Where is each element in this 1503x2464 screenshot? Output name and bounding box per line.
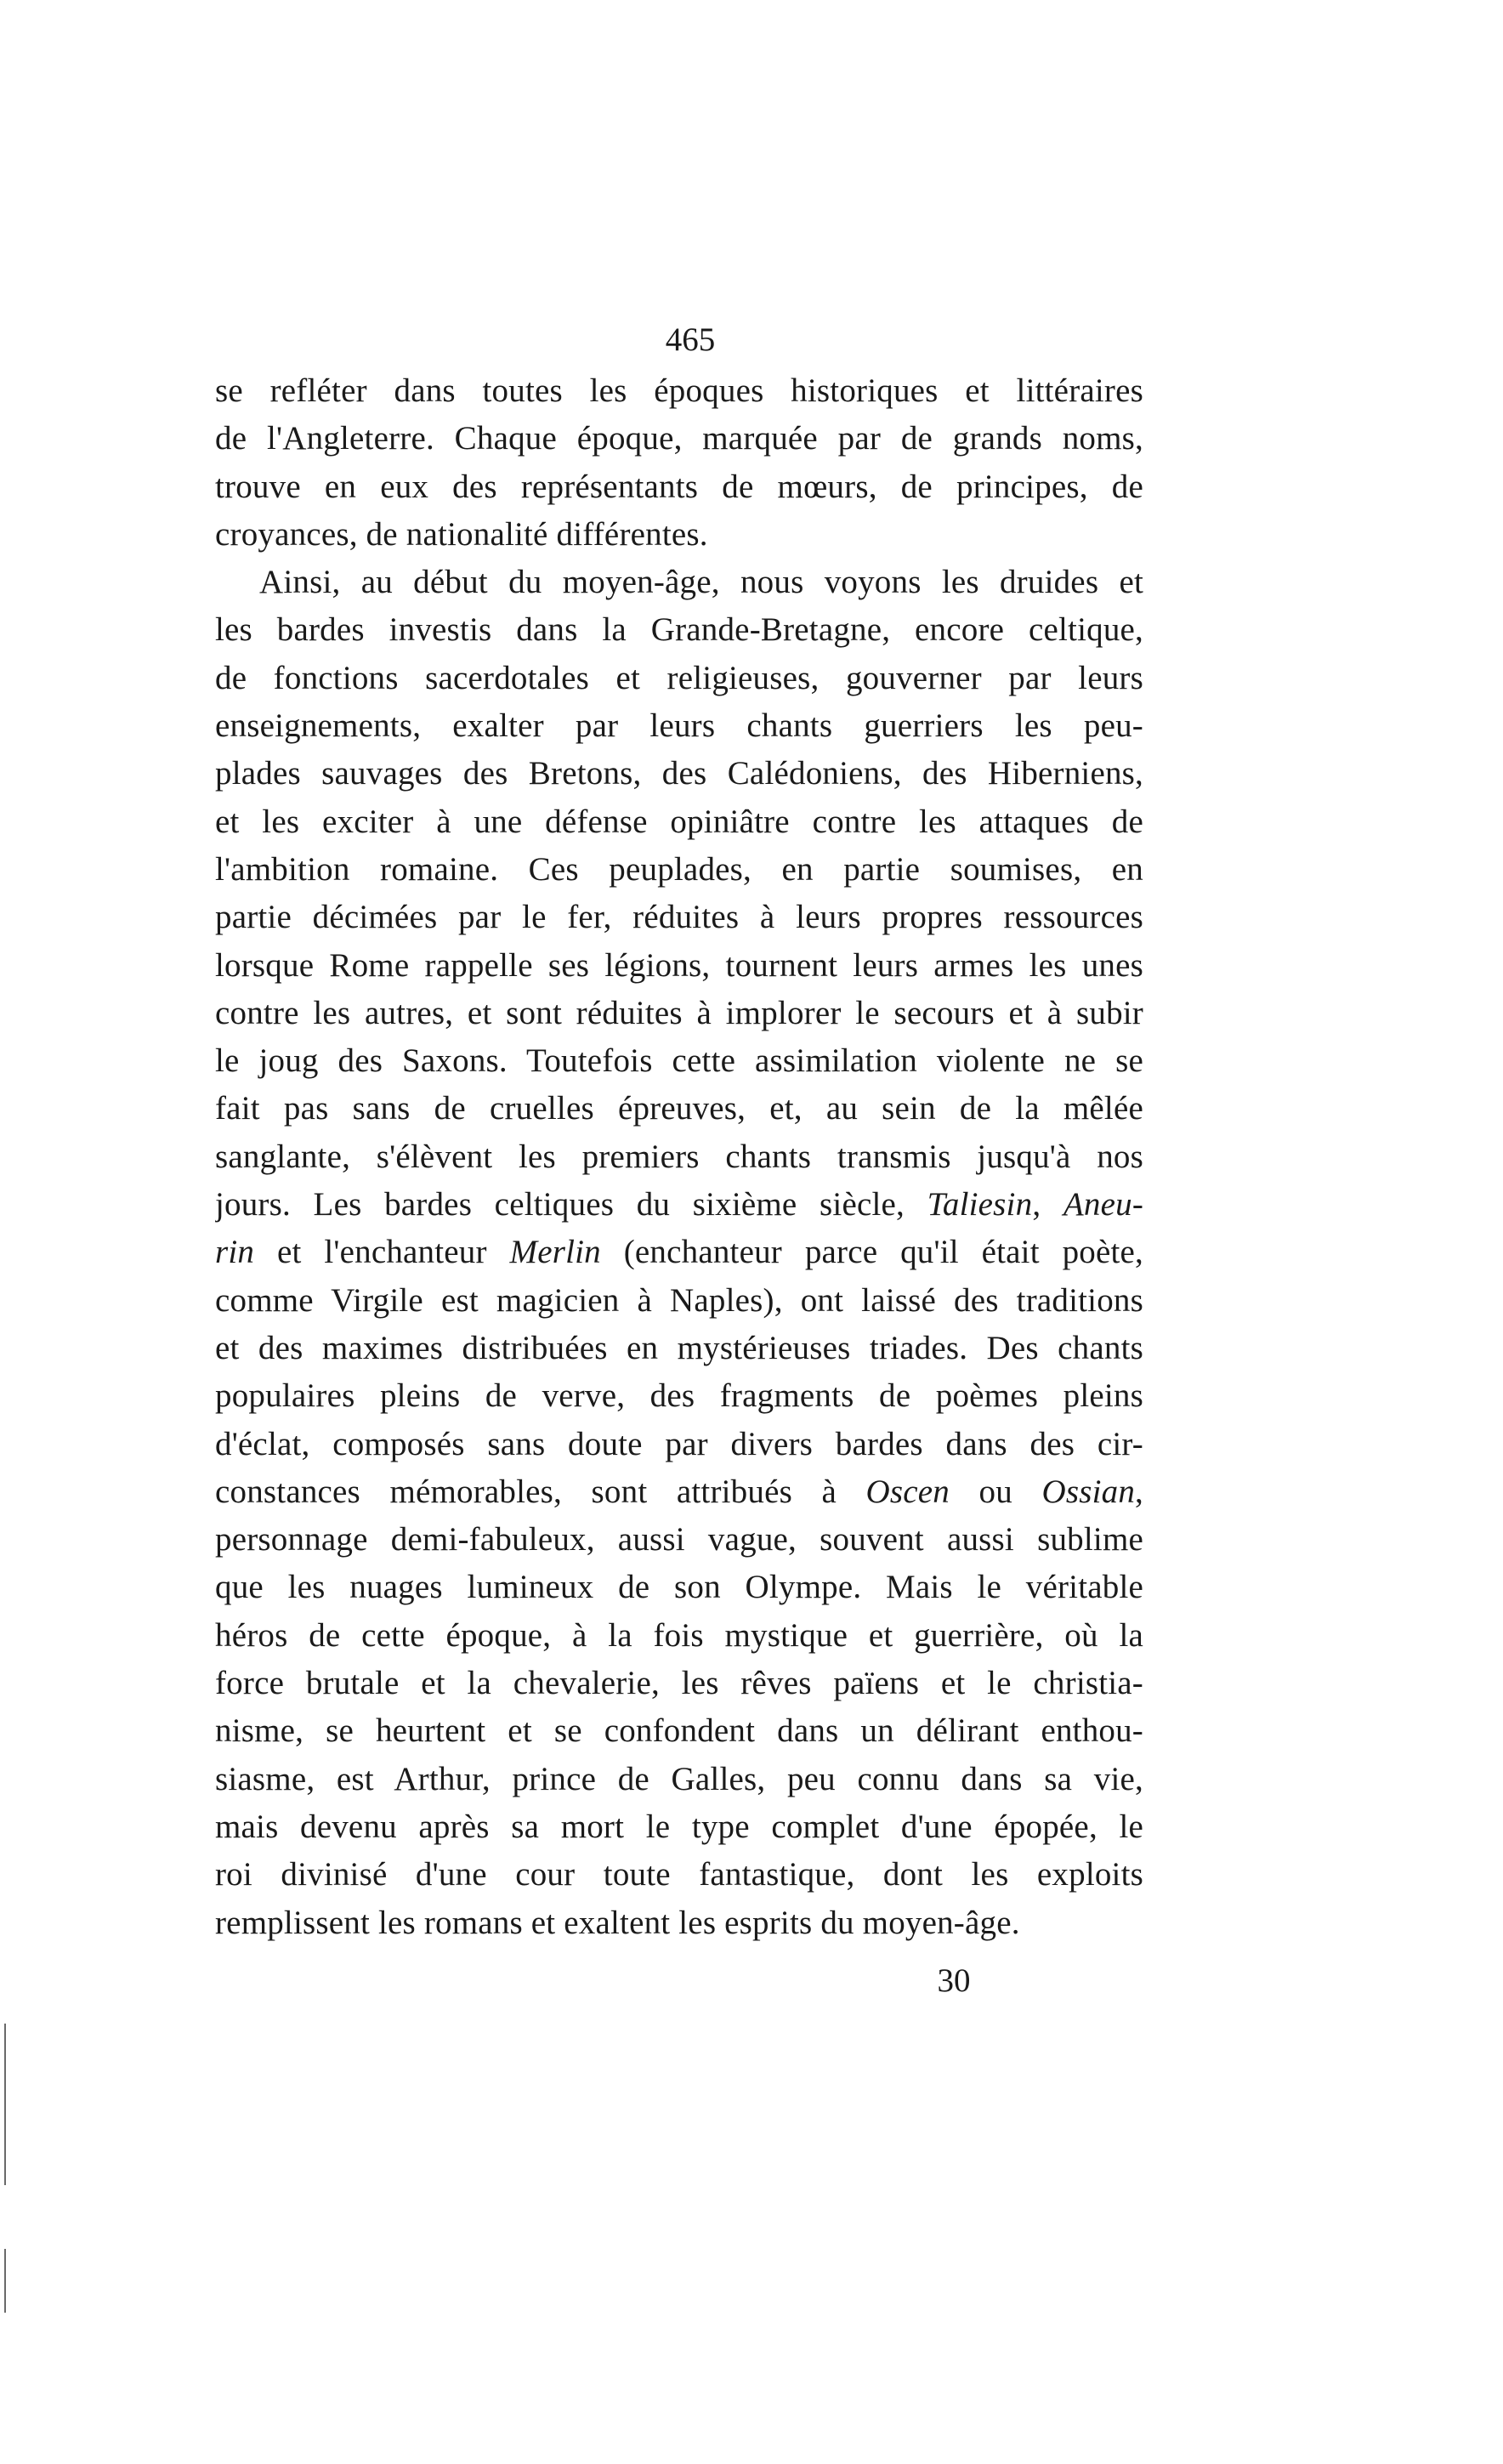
text-line: sanglante, s'élèvent les premiers chants transmis jusqu'à nos [215, 1138, 1143, 1175]
italic-name-oscen: Oscen [865, 1473, 950, 1510]
text-segment: constances mémorables, sont attribués à [215, 1473, 837, 1510]
text-line [215, 1181, 1143, 1229]
text-line: d'éclat, composés sans doute par divers bardes dans des cir- [215, 1425, 1143, 1462]
text-line: siasme, est Arthur, prince de Galles, peu connu dans sa vie, [215, 1760, 1143, 1797]
text-line [215, 1229, 1143, 1276]
text-line: l'ambition romaine. Ces peuplades, en partie soumises, en [215, 850, 1143, 888]
italic-name-aneurin: Aneu- [1063, 1186, 1143, 1223]
italic-name-aneurin-end: rin [215, 1234, 255, 1271]
text-line: force brutale et la chevalerie, les rêves païens et le christia- [215, 1665, 1143, 1702]
italic-name-ossian: Ossian [1041, 1473, 1136, 1510]
text-segment: (enchanteur parce qu'il était poète, [623, 1234, 1143, 1271]
text-line: et des maximes distribuées en mystérieuses triades. Des chants [215, 1329, 1143, 1366]
text-line [215, 1468, 1143, 1516]
text-line: se refléter dans toutes les époques historiques et littéraires [215, 372, 1143, 409]
text-line: de fonctions sacerdotales et religieuses, gouverner par leurs [215, 659, 1143, 696]
text-line: et les exciter à une défense opiniâtre contre les attaques de [215, 803, 1143, 840]
text-line: personnage demi-fabuleux, aussi vague, souvent aussi sublime [215, 1521, 1143, 1558]
text-line: Ainsi, au début du moyen-âge, nous voyons les druides et [259, 564, 1143, 601]
text-line: de l'Angleterre. Chaque époque, marquée par de grands noms, [215, 420, 1143, 457]
signature-mark: 30 [937, 1962, 971, 1999]
text-line: mais devenu après sa mort le type complet d'une épopée, le [215, 1808, 1143, 1845]
text-line: comme Virgile est magicien à Naples), ont laissé des traditions [215, 1281, 1143, 1319]
scan-edge-line [4, 2024, 6, 2185]
text-line: plades sauvages des Bretons, des Calédoniens, des Hiberniens, [215, 755, 1143, 792]
text-line: héros de cette époque, à la fois mystique et guerrière, où la [215, 1616, 1143, 1654]
text-line: que les nuages lumineux de son Olympe. Mais le véritable [215, 1569, 1143, 1606]
text-line: contre les autres, et sont réduites à implorer le secours et à subir [215, 994, 1143, 1031]
text-segment: , [1032, 1186, 1041, 1223]
text-line: populaires pleins de verve, des fragments de poèmes pleins [215, 1377, 1143, 1415]
text-line: roi divinisé d'une cour toute fantastique, dont les exploits [215, 1856, 1143, 1893]
text-line: le joug des Saxons. Toutefois cette assimilation violente ne se [215, 1042, 1143, 1080]
text-segment: et l'enchanteur [276, 1234, 487, 1271]
body-text [215, 367, 1143, 1947]
page-number: 465 [665, 321, 716, 358]
text-line: partie décimées par le fer, réduites à leurs propres ressources [215, 899, 1143, 936]
text-line: trouve en eux des représentants de mœurs, de principes, de [215, 468, 1143, 505]
text-line: croyances, de nationalité différentes. [215, 515, 708, 553]
text-line: enseignements, exalter par leurs chants guerriers les peu- [215, 707, 1143, 745]
text-line: fait pas sans de cruelles épreuves, et, au sein de la mêlée [215, 1090, 1143, 1127]
text-segment: , [1135, 1473, 1143, 1510]
text-line: nisme, se heurtent et se confondent dans un délirant enthou- [215, 1712, 1143, 1750]
text-segment: ou [978, 1473, 1012, 1510]
italic-name-taliesin: Taliesin [927, 1186, 1033, 1223]
text-line: lorsque Rome rappelle ses légions, tournent leurs armes les unes [215, 946, 1143, 984]
text-line: les bardes investis dans la Grande-Bretagne, encore celtique, [215, 611, 1143, 649]
scan-edge-line [4, 2249, 6, 2313]
italic-name-merlin: Merlin [509, 1234, 601, 1271]
text-segment: jours. Les bardes celtiques du sixième siècle, [215, 1186, 905, 1223]
text-line: remplissent les romans et exaltent les esprits du moyen-âge. [215, 1904, 1020, 1941]
